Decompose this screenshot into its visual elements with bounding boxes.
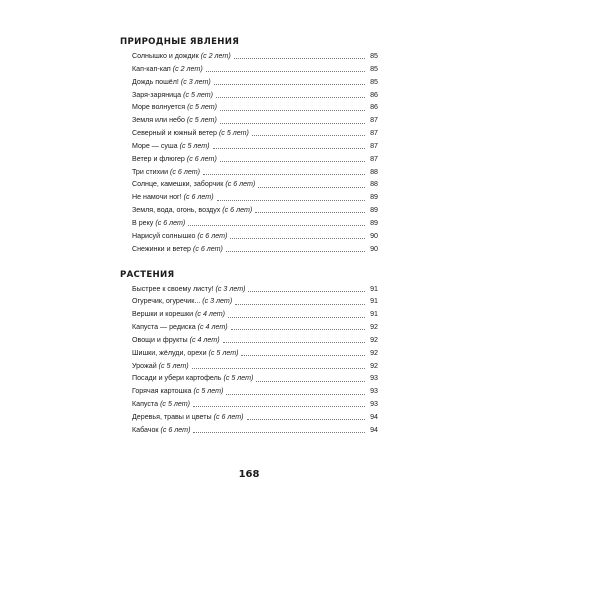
entry-age: (с 6 лет) [183, 193, 214, 202]
entry-page-number: 93 [370, 400, 378, 409]
entry-page-number: 87 [370, 141, 378, 150]
toc-entry [120, 360, 378, 373]
entry-page-number: 86 [370, 103, 378, 112]
entry-title: Снежинки и ветер [132, 244, 191, 253]
entry-age: (с 5 лет) [186, 116, 217, 125]
entry-title: Земля или небо [132, 116, 185, 125]
dot-leader [217, 200, 365, 201]
table-of-contents [120, 36, 378, 480]
entry-title: Капуста — редиска [132, 323, 196, 332]
dot-leader [255, 212, 365, 213]
toc-entry [120, 89, 378, 102]
entry-page-number: 89 [370, 218, 378, 227]
dot-leader [231, 329, 365, 330]
toc-entry [120, 63, 378, 76]
toc-entry [120, 411, 378, 424]
entry-page-number: 85 [370, 52, 378, 60]
dot-leader [234, 58, 365, 59]
entry-page-number: 87 [370, 129, 378, 138]
entry-page-number: 88 [370, 180, 378, 189]
section-heading: РАСТЕНИЯ [120, 269, 175, 280]
entry-page-number: 92 [370, 348, 378, 357]
entry-title: Три стихии [132, 167, 169, 176]
dot-leader [193, 406, 365, 407]
dot-leader [188, 225, 365, 226]
toc-entry [120, 153, 378, 166]
entry-title: Капуста [132, 400, 159, 409]
entry-title: Заря-заряница [132, 90, 182, 99]
dot-leader [247, 419, 365, 420]
entry-age: (с 5 лет) [183, 90, 214, 99]
dot-leader [241, 355, 365, 356]
entry-age: (с 6 лет) [213, 412, 244, 421]
section-plants [120, 269, 378, 437]
entry-age: (с 6 лет) [186, 154, 217, 163]
entry-page-number: 87 [370, 154, 378, 163]
entry-title: Быстрее к своему листу! [132, 284, 214, 293]
toc-entry [120, 334, 378, 347]
entry-age: (с 2 лет) [200, 52, 231, 60]
entry-title: Северный и южный ветер [132, 129, 217, 138]
toc-entry [120, 50, 378, 63]
entry-age: (с 5 лет) [208, 348, 239, 357]
entry-title: Солнце, камешки, заборчик [132, 180, 224, 189]
entry-title: Вершки и корешки [132, 310, 194, 319]
entry-page-number: 91 [370, 310, 378, 319]
toc-entry [120, 166, 378, 179]
entry-title: Солнышко и дождик [132, 52, 199, 60]
toc-entry [120, 127, 378, 140]
entry-age: (с 6 лет) [197, 231, 228, 240]
toc-entry [120, 295, 378, 308]
entry-page-number: 85 [370, 77, 378, 86]
toc-entry [120, 321, 378, 334]
dot-leader [203, 174, 365, 175]
toc-entry [120, 140, 378, 153]
entry-page-number: 85 [370, 64, 378, 73]
entry-title: Урожай [132, 361, 157, 370]
entry-age: (с 5 лет) [193, 387, 224, 396]
toc-entry [120, 114, 378, 127]
entry-page-number: 89 [370, 206, 378, 215]
toc-entry [120, 424, 378, 437]
toc-entry [120, 243, 378, 256]
entry-page-number: 88 [370, 167, 378, 176]
toc-entry [120, 76, 378, 89]
dot-leader [228, 317, 365, 318]
entry-age: (с 2 лет) [172, 64, 203, 73]
entry-title: В реку [132, 218, 154, 227]
entry-page-number: 93 [370, 374, 378, 383]
page-number: 168 [238, 469, 260, 480]
dot-leader [193, 432, 365, 433]
dot-leader [213, 148, 365, 149]
entry-page-number: 90 [370, 231, 378, 240]
toc-entry [120, 372, 378, 385]
entry-page-number: 90 [370, 244, 378, 253]
entry-age: (с 5 лет) [218, 129, 249, 138]
entry-title: Кабачок [132, 425, 159, 434]
toc-entry [120, 178, 378, 191]
dot-leader [192, 368, 365, 369]
entry-age: (с 3 лет) [202, 297, 233, 306]
dot-leader [258, 187, 365, 188]
entry-age: (с 3 лет) [215, 284, 246, 293]
dot-leader [252, 135, 365, 136]
entry-list [120, 283, 378, 437]
entry-age: (с 6 лет) [160, 425, 191, 434]
dot-leader [226, 394, 365, 395]
toc-entry [120, 283, 378, 296]
entry-age: (с 3 лет) [180, 77, 211, 86]
toc-entry [120, 398, 378, 411]
entry-title: Не намочи ног! [132, 193, 182, 202]
dot-leader [256, 381, 365, 382]
section-heading: ПРИРОДНЫЕ ЯВЛЕНИЯ [120, 37, 240, 47]
dot-leader [206, 71, 365, 72]
entry-age: (с 4 лет) [189, 335, 220, 344]
toc-entry [120, 347, 378, 360]
dot-leader [248, 291, 365, 292]
entry-age: (с 6 лет) [225, 180, 256, 189]
entry-age: (с 6 лет) [222, 206, 253, 215]
toc-entry [120, 230, 378, 243]
entry-age: (с 5 лет) [223, 374, 254, 383]
entry-title: Горячая картошка [132, 387, 192, 396]
dot-leader [220, 123, 365, 124]
entry-page-number: 87 [370, 116, 378, 125]
entry-page-number: 92 [370, 335, 378, 344]
entry-page-number: 92 [370, 361, 378, 370]
entry-list [120, 50, 378, 256]
entry-age: (с 6 лет) [155, 218, 186, 227]
section-natural-phenomena [120, 36, 378, 256]
entry-age: (с 5 лет) [158, 361, 189, 370]
dot-leader [216, 97, 365, 98]
dot-leader [235, 304, 365, 305]
entry-age: (с 5 лет) [179, 141, 210, 150]
entry-page-number: 92 [370, 323, 378, 332]
entry-title: Овощи и фрукты [132, 335, 188, 344]
toc-entry [120, 191, 378, 204]
entry-page-number: 91 [370, 284, 378, 293]
dot-leader [220, 161, 365, 162]
entry-title: Ветер и флюгер [132, 154, 185, 163]
entry-title: Кап-кап-кап [132, 64, 171, 73]
dot-leader [230, 238, 365, 239]
dot-leader [220, 110, 365, 111]
entry-page-number: 93 [370, 387, 378, 396]
toc-entry [120, 217, 378, 230]
entry-title: Шишки, жёлуди, орехи [132, 348, 207, 357]
entry-title: Дождь пошёл! [132, 77, 179, 86]
toc-entry [120, 385, 378, 398]
dot-leader [223, 342, 365, 343]
entry-title: Деревья, травы и цветы [132, 412, 212, 421]
entry-page-number: 86 [370, 90, 378, 99]
entry-title: Земля, вода, огонь, воздух [132, 206, 221, 215]
entry-page-number: 89 [370, 193, 378, 202]
entry-age: (с 5 лет) [187, 103, 218, 112]
dot-leader [226, 251, 365, 252]
entry-title: Нарисуй солнышко [132, 231, 196, 240]
dot-leader [214, 84, 365, 85]
entry-age: (с 6 лет) [170, 167, 200, 176]
entry-age: (с 4 лет) [197, 323, 228, 332]
entry-title: Огуречик, огуречик... [132, 297, 201, 306]
entry-title: Посади и убери картофель [132, 374, 222, 383]
entry-title: Море волнуется [132, 103, 186, 112]
entry-age: (с 6 лет) [192, 244, 223, 253]
toc-entry [120, 101, 378, 114]
toc-entry [120, 204, 378, 217]
entry-page-number: 94 [370, 425, 378, 434]
entry-age: (с 4 лет) [195, 310, 225, 319]
entry-title: Море — суша [132, 141, 178, 150]
entry-age: (с 5 лет) [160, 400, 190, 409]
toc-entry [120, 308, 378, 321]
entry-page-number: 94 [370, 412, 378, 421]
entry-page-number: 91 [370, 297, 378, 306]
